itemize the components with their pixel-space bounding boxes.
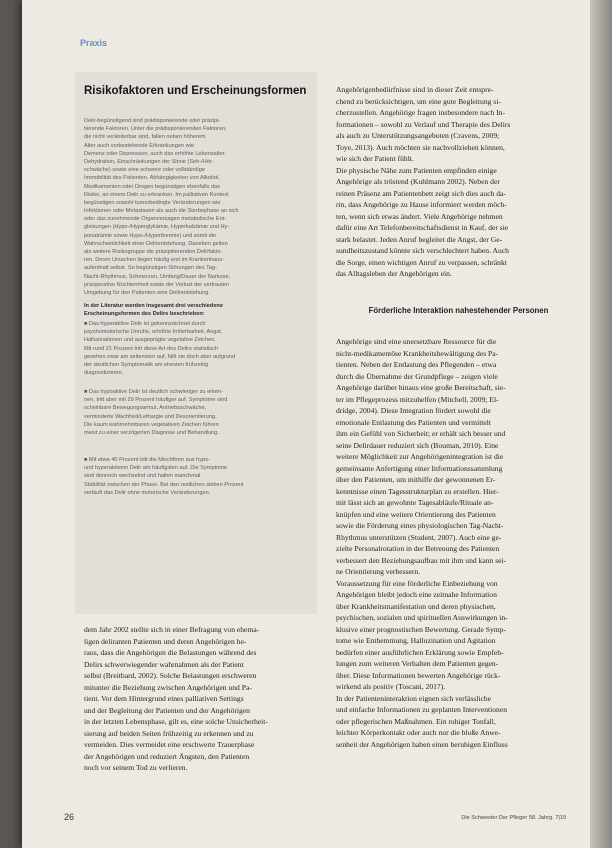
text-line: wirkend als positiv (Toscani, 2017). [336, 682, 446, 691]
text-line: über Krankheitsmanifestation und deren physischen, [336, 601, 496, 611]
page-number: 26 [64, 812, 75, 822]
text-line: ■ Mit etwa 40 Prozent tritt die Mischform aus hypo- [84, 457, 211, 463]
text-line: die nicht veränderbar sind, fallen neben höherem [84, 134, 206, 141]
text-line: ihm ein Gefühl von Sicherheit; er erhält sich besser und [336, 429, 506, 438]
text-line: Umgebung für den Patienten eine Delirentstehung. [84, 289, 210, 296]
text-line: cherzustellen. Angehörige fragen insbesondere nach In- [336, 108, 506, 117]
text-line: Toye, 2013). Auch möchten sie nachvollziehen können, [336, 142, 505, 152]
text-line: Mit rund 21 Prozent tritt diese Art des Delirs statistisch [84, 345, 218, 352]
text-line: verläuft das Delir ohne motorische Veränderungen. [84, 489, 211, 496]
text-line: Die kaum wahrnehmbaren vegetativen Zeichen führen [84, 421, 219, 428]
text-line: noch vor seinem Tod zu verlieren. [84, 763, 188, 772]
text-line: dafür eine Art Telefonbereitschaftsdienst in Kauf, der sie [336, 223, 509, 232]
text-line: der Angehörigen und reduziert Ängsten, den Patienten [84, 751, 250, 761]
text-line: oder das zunehmende Organversagen metabolische Ent- [84, 216, 227, 223]
text-line: Erscheinungsformen des Delirs beschrieben: [84, 311, 205, 318]
text-line: reinen Präsenz am Patientenbett zeigt sich dies auch da- [336, 188, 506, 198]
text-line: tierende Faktoren. Unter die prädisponierenden Faktoren, [84, 126, 227, 133]
text-line: Medikamenten oder Drogen begünstigen ebenfalls das [84, 183, 220, 190]
text-line: rin, dass Angehörige zu Hause informiert werden möch- [336, 200, 507, 209]
text-line: seine Delirdauer reduziert sich (Bouman, 2010). Eine [336, 440, 499, 450]
text-line: vermeiden. Dies vermeidet eine erschwerte Trauerphase [84, 740, 255, 749]
text-line: ren. Deren Ursachen liegen häufig erst im Krankenhaus- [84, 257, 224, 264]
text-line: tienten. Neben der Entlastung des Pflegenden – etwa [336, 360, 497, 369]
text-line: begünstigen sowohl tumorbedingte Veränderungen wie [84, 199, 221, 206]
text-line: ne Orientierung verbessern. [336, 567, 421, 576]
text-line: über. Diese Informationen bewerten Angehörige rück- [336, 670, 501, 680]
text-line: ■ Das hyperaktive Delir ist gekennzeichnet durch [84, 321, 206, 327]
text-line: Angehörigenbedürfnisse sind in dieser Zeit entspre- [336, 85, 494, 94]
box-paragraph-forms-intro [84, 302, 312, 318]
text-line: Die physische Nähe zum Patienten empfinden einige [336, 165, 497, 175]
right-column-text-bottom [336, 336, 581, 750]
text-line: sundheitszustand könnte sich verschlechtert haben. Auch [336, 246, 509, 255]
text-line: emotionale Entlastung des Patienten und vermittelt [336, 417, 492, 427]
text-line: zielte Personalrotation in der Betreuung des Patienten [336, 544, 500, 553]
text-line: Rhythmus unterstützen (Student, 2007). Auch eine ge- [336, 532, 502, 542]
box-paragraph-hypoactive [84, 388, 312, 437]
text-line: In der Literatur werden insgesamt drei verschiedene [84, 303, 223, 309]
text-line: lungen zum weiteren Verhalten dem Patienten gegen- [336, 659, 499, 668]
right-subheading: Förderliche Interaktion nahestehender Personen [368, 306, 549, 315]
text-line: nicht-medikamentöse Krankheitsbewältigung des Pa- [336, 348, 499, 358]
right-column-text-top [336, 84, 581, 280]
text-line: kenntnisse einen Tagesstrukturplan zu erstellen. Hier- [336, 486, 499, 496]
text-line: als auch zu Unterstützungsangeboten (Cravens, 2009; [336, 131, 500, 140]
text-line: gleisungen (Hypo-/Hyperglykämie, Hyperkalzämie und Hy- [84, 224, 230, 231]
text-line: Voraussetzung für eine förderliche Einbeziehung von [336, 578, 498, 588]
text-line: oder pflegerischen Maßnahmen. Ein ruhiger Tonfall, [336, 716, 496, 726]
page-gutter [590, 0, 612, 848]
box-title: Risikofaktoren und Erscheinungsformen [84, 85, 307, 97]
text-line: verbessert den Beziehungsaufbau mit ihm und kann sei- [336, 555, 507, 565]
text-line: sowie die Förderung eines physiologischen Tag-Nacht- [336, 521, 504, 530]
text-line: Angehörige darüber hinaus eine große Bereitschaft, sie- [336, 383, 506, 392]
text-line: über den Patienten, um mithilfe der gewonnenen Er- [336, 475, 496, 484]
text-line: weitere Möglichkeit zur Angehörigenintegration ist die [336, 452, 504, 461]
text-line: Halluzinationen und ausgeprägte vegetative Zeichen. [84, 337, 216, 344]
text-line: chend zu berücksichtigen, um eine gute Begleitung si- [336, 96, 501, 106]
text-line: psychomotorische Unruhe, erhöhte Irritierbarkeit, Angst, [84, 329, 223, 336]
text-line: die Sorge, einen wichtigen Anruf zu verpassen, schränkt [336, 257, 507, 267]
text-line: Risiko, an einem Delir zu erkranken. Im palliativen Kontext [84, 191, 229, 198]
text-line: In der Patienteninteraktion eignen sich verlässliche [336, 693, 491, 703]
text-line: nen, tritt aber mit 29 Prozent häufiger auf. Symptome sind [84, 397, 228, 404]
text-line: meist zu einer verzögerten Diagnose und Behandlung. [84, 429, 219, 436]
left-column-text [84, 624, 318, 774]
text-line: aufenthalt selbst. So begünstigen Störungen des Tag- [84, 265, 217, 272]
text-line: ter im Pflegeprozess mitzuhelfen (Mitchell, 2009; El- [336, 394, 499, 404]
text-line: stark belastet. Jeden Anruf begleitet die Angst, der Ge- [336, 234, 503, 244]
box-paragraph-mixed [84, 456, 312, 497]
text-line: ten, wenn sich etwas ändert. Viele Angehörige nehmen [336, 211, 503, 221]
text-line: klusive einer prognostischen Bewertung. Gerade Symp- [336, 624, 506, 634]
text-line: sierung auf beiden Seiten frühzeitig zu erkennen und zu [84, 728, 254, 738]
text-line: gesehen zwar am seltensten auf, fällt sie doch aber aufgrund [84, 353, 236, 360]
text-line: senheit der Angehörigen haben einen beruhigen Einfluss [336, 739, 508, 749]
text-line: ponaträmie sowie Hypo-/Hyperthermie) und somit die [84, 232, 217, 239]
box-paragraph-hyperactive [84, 320, 312, 377]
section-label: Praxis [80, 38, 108, 48]
text-line: scheinbare Bewegungsarmut, Antriebsschwäche, [84, 405, 207, 412]
text-line: psychischen, sozialen und spirituellen Auswirkungen in- [336, 613, 508, 622]
text-line: schwäche) sowie eine schwere oder vollständige [84, 167, 205, 174]
text-line: tient. Vor dem Hintergrund eines palliativen Settings [84, 694, 244, 703]
text-line: präoperative Nüchternheit sowie der Verlust der vertrauten [84, 281, 229, 288]
text-line: der deutlichen Symptomatik am ehesten frühzeitig [84, 361, 209, 368]
text-line: selbst (Breitbard, 2002). Solche Belastungen erschweren [84, 671, 257, 680]
text-line: raus, dass die Angehörigen die Belastungen während des [84, 648, 257, 657]
text-line: knüpfen und eine weitere Orientierung des Patienten [336, 509, 496, 519]
text-line: und der Begleitung der Patienten und der Angehörigen [84, 705, 250, 715]
text-line: mit lässt sich an gewohnte Tagesabläufe/Rituale an- [336, 498, 494, 507]
box-paragraph-risk-factors [84, 117, 312, 297]
text-line: Infektionen oder Metastasen als auch die Sterbephase an sich [84, 208, 239, 215]
text-line: tome wie Enthemmung, Halluzination und Agitation [336, 636, 496, 645]
text-line: das Alltagsleben der Angehörigen ein. [336, 269, 452, 278]
footer-journal: Die Schwester Der Pfleger 58. Jahrg. 7|19 [461, 815, 566, 821]
text-line: Demenz oder Depression, auch das erhöhte Lebensalter, [84, 150, 226, 157]
text-line: dridge, 2004). Diese Integration fördert sowohl die [336, 406, 491, 415]
text-line: durch die Übernahme der Grundpflege – zeigen viele [336, 371, 498, 381]
text-line: Stabilität zwischen der Phase. Bei den restlichen sieben Prozent [84, 481, 244, 488]
text-line: Angehörigen bleibt jedoch eine zeitnahe Information [336, 590, 497, 599]
text-line: wie sich der Patient fühlt. [336, 154, 414, 163]
text-line: Nacht-Rhythmus, Schmerzen, Umfang/Dauer der Narkose, [84, 273, 231, 280]
text-line: bedürfen einer ausführlichen Erklärung sowie Empfeh- [336, 647, 504, 657]
text-line: sind dennoch wechselnd und halten manchmal [84, 473, 201, 480]
text-line: leichter Körperkontakt oder auch nur die bloße Anwe- [336, 728, 501, 737]
text-line: gemeinsame Anfertigung einer Informationssammlung [336, 463, 503, 473]
text-line: Wahrscheinlichkeit einer Delirentstehung. Daneben gelten [84, 240, 228, 247]
text-line: und einfache Informationen zu geplanten Interventionen [336, 705, 508, 714]
text-line: diagnostizieren. [84, 370, 124, 377]
text-line: ■ Das hypoaktive Delir ist deutlich schwieriger zu erken- [84, 389, 223, 395]
text-line: Dehydration, Einschränkungen der Sinne (Seh-/Hör- [84, 158, 214, 165]
text-line: ligen deliranten Patienten und deren Angehörigen he- [84, 636, 247, 646]
text-line: mitunter die Beziehung zwischen Angehörigen und Pa- [84, 682, 252, 692]
text-line: als weitere Risikogruppe die präzipitierenden Delirfakto- [84, 249, 223, 255]
text-line: Angehörige als tröstend (Kuhlmann 2002). Neben der [336, 177, 500, 186]
text-line: Immobilität des Patienten. Abhängigkeiten von Alkohol, [84, 175, 220, 182]
text-line: in der letzten Lebensphase, gilt es, eine solche Unsicherheit- [84, 717, 268, 726]
text-line: und hyperaktivem Delir am häufigsten auf. Die Symptome [84, 465, 228, 472]
text-line: formationen – sowohl zu Verlauf und Therapie des Delirs [336, 119, 511, 129]
text-line: Alter auch vorbestehende Erkrankungen wie [84, 142, 195, 149]
text-line: dem Jahr 2002 stellte sich in einer Befragung von ehema- [84, 625, 260, 634]
text-line: Angehörige sind eine unersetzbare Ressource für die [336, 337, 497, 346]
text-line: Delir-begünstigend sind prädisponierende oder präzipi- [84, 118, 221, 124]
text-line: Delirs schwerwiegender wahrnahmen als der Patient [84, 659, 244, 669]
text-line: verminderte Wachheit/Lethargie und Desorientierung. [84, 413, 217, 420]
